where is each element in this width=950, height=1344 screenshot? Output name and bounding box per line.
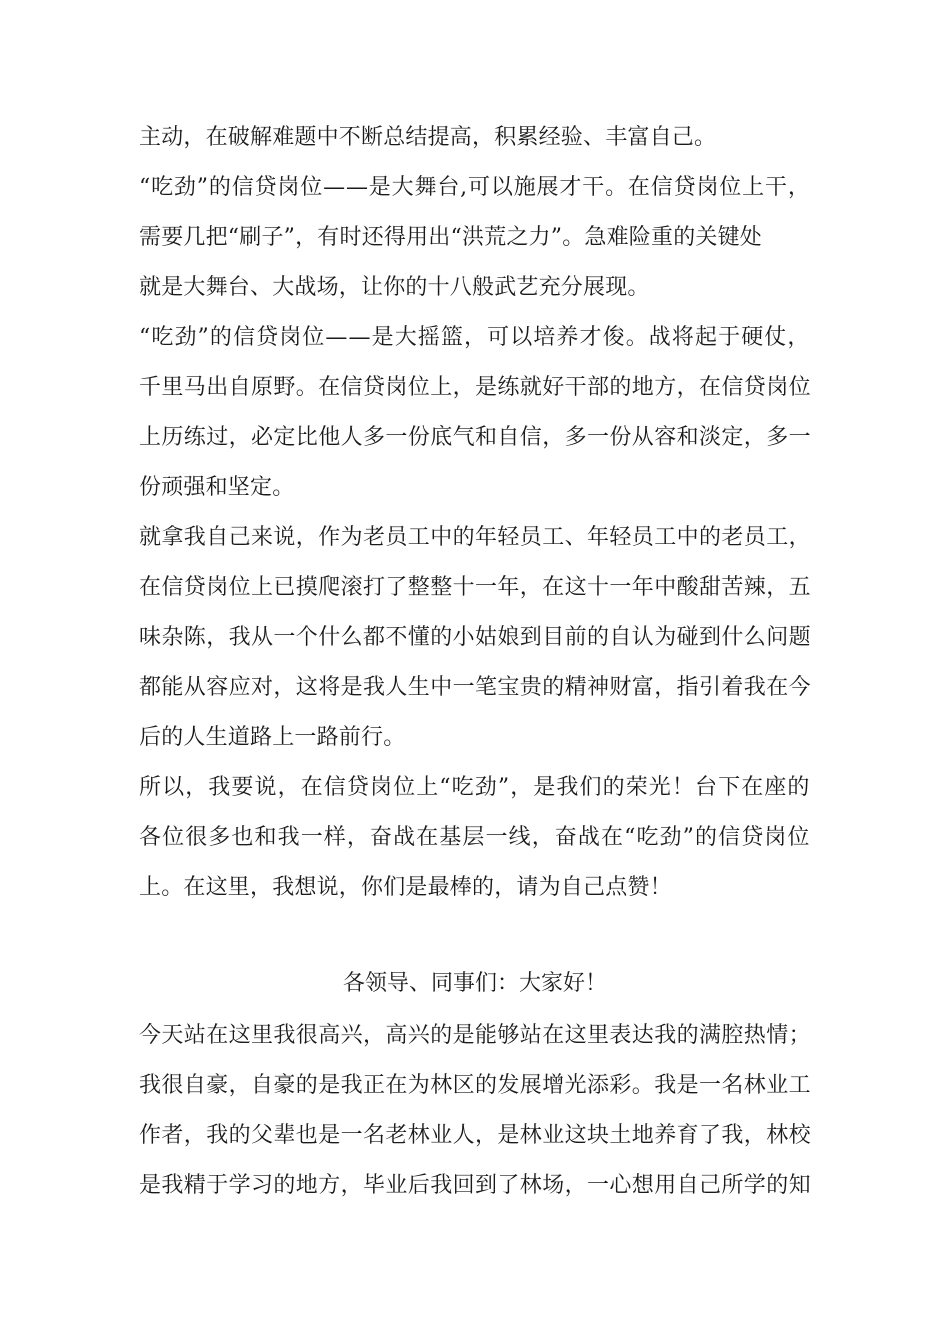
greeting-heading: 各领导、同事们：大家好！ <box>342 971 607 996</box>
text-line: 今天站在这里我很高兴，高兴的是能够站在这里表达我的满腔热情； <box>139 1023 812 1048</box>
text-line: 所以，我要说，在信贷岗位上“吃劲”，是我们的荣光！台下在座的 <box>139 775 811 800</box>
text-line: 千里马出自原野。在信贷岗位上，是练就好干部的地方，在信贷岗位 <box>139 375 812 400</box>
text-line: 都能从容应对，这将是我人生中一笔宝贵的精神财富，指引着我在今 <box>139 675 812 700</box>
text-line: 上。在这里，我想说，你们是最棒的，请为自己点赞！ <box>139 875 672 900</box>
text-line: 是我精于学习的地方，毕业后我回到了林场，一心想用自己所学的知 <box>139 1173 812 1198</box>
text-line: “吃劲”的信贷岗位——是大摇篮，可以培养才俊。战将起于硬仗， <box>139 325 811 350</box>
text-line: 在信贷岗位上已摸爬滚打了整整十一年，在这十一年中酸甜苦辣，五 <box>139 575 812 600</box>
text-line: 上历练过，必定比他人多一份底气和自信，多一份从容和淡定，多一 <box>139 425 812 450</box>
text-line: 各位很多也和我一样，奋战在基层一线，奋战在“吃劲”的信贷岗位 <box>139 825 811 850</box>
text-line: 味杂陈，我从一个什么都不懂的小姑娘到目前的自认为碰到什么问题 <box>139 625 812 650</box>
text-line: 后的人生道路上一路前行。 <box>139 725 406 750</box>
text-line: 份顽强和坚定。 <box>139 475 295 500</box>
text-line: 我很自豪，自豪的是我正在为林区的发展增光添彩。我是一名林业工 <box>139 1073 812 1098</box>
text-line: “吃劲”的信贷岗位——是大舞台,可以施展才干。在信贷岗位上干， <box>139 175 811 200</box>
text-line: 就是大舞台、大战场，让你的十八般武艺充分展现。 <box>139 275 650 300</box>
text-line: 需要几把“刷子”，有时还得用出“洪荒之力”。急难险重的关键处 <box>139 225 762 250</box>
text-line: 主动，在破解难题中不断总结提高，积累经验、丰富自己。 <box>139 125 717 150</box>
text-line: 作者，我的父辈也是一名老林业人，是林业这块土地养育了我，林校 <box>139 1123 812 1148</box>
text-line: 就拿我自己来说，作为老员工中的年轻员工、年轻员工中的老员工， <box>139 525 812 550</box>
